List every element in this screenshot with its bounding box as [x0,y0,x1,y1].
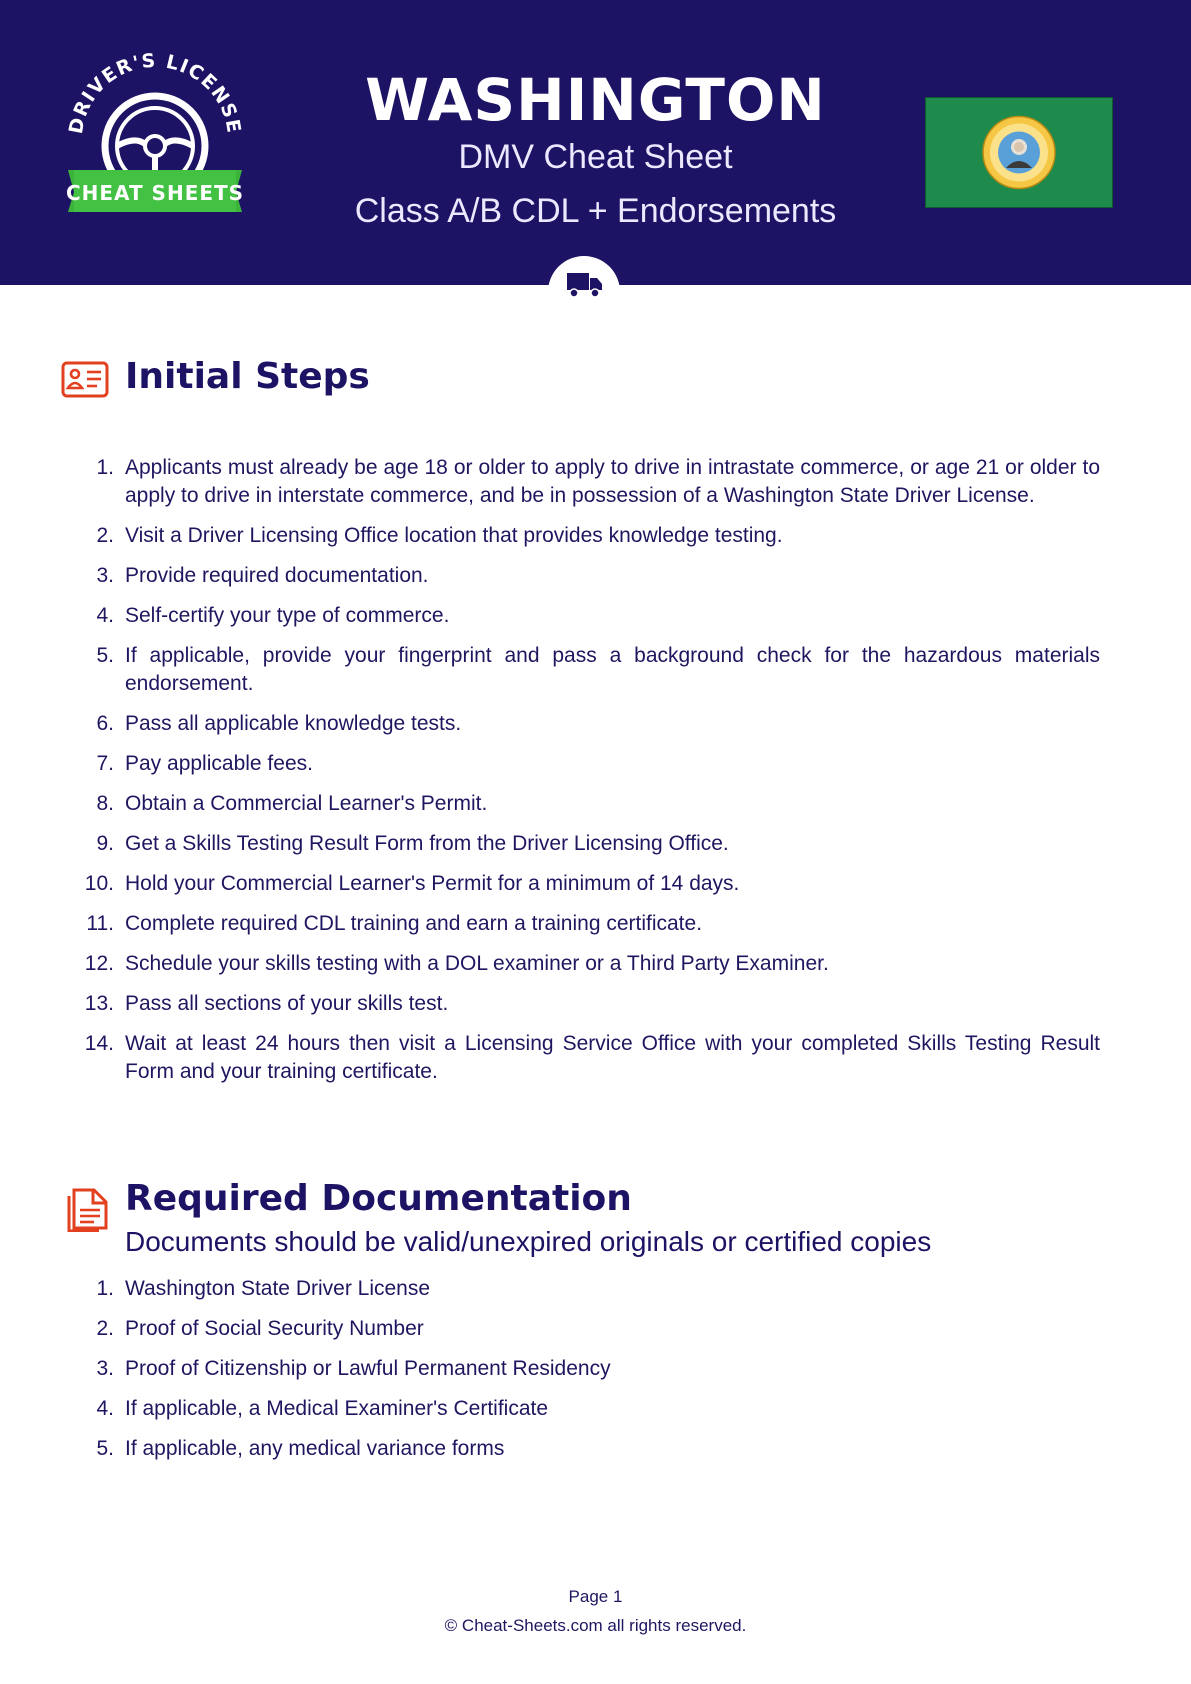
id-card-icon [61,356,109,404]
list-item-number: 10. [84,872,114,895]
list-item-text: Applicants must already be age 18 or older to apply to drive in intrastate commerce, or age 21 or older to apply to drive in interstate commerce, and be in possession of a Washington State Driver License. [125,456,1100,507]
list-item-text: If applicable, provide your fingerprint and pass a background check for the hazardous materials endorsement. [125,644,1100,695]
list-item-number: 8. [96,792,114,815]
list-item-text: Obtain a Commercial Learner's Permit. [125,792,488,815]
list-item-text: If applicable, any medical variance forms [125,1437,505,1460]
list-item-number: 2. [96,524,114,547]
list-item [0,830,1191,858]
truck-icon [566,269,604,299]
list-item [0,642,1191,698]
list-item-text: If applicable, a Medical Examiner's Certificate [125,1397,549,1420]
list-item-number: 2. [96,1317,114,1340]
list-item [0,602,1191,630]
section-title-initial-steps: Initial Steps [125,356,370,397]
list-item [0,1435,1191,1463]
logo-banner-text: CHEAT SHEETS [65,181,245,205]
list-item [0,870,1191,898]
list-item-number: 11. [86,912,114,935]
logo-top-text: DRIVER'S LICENSE [64,49,245,136]
list-item-number: 4. [96,1397,114,1420]
list-item-text: Washington State Driver License [125,1277,431,1300]
list-item-text: Schedule your skills testing with a DOL examiner or a Third Party Examiner. [125,952,829,975]
list-item [0,522,1191,550]
list-item-number: 5. [96,644,114,667]
list-item [0,1395,1191,1423]
copyright-text: © Cheat-Sheets.com all rights reserved. [444,1616,747,1635]
list-item-number: 1. [96,1277,114,1300]
list-item [0,1275,1191,1303]
list-item-text: Wait at least 24 hours then visit a Licensing Service Office with your completed Skills Testing Result Form and your training certificate. [125,1032,1100,1083]
page-subtitle: DMV Cheat Sheet [458,138,733,176]
list-item-number: 4. [96,604,114,627]
list-item-text: Hold your Commercial Learner's Permit for a minimum of 14 days. [125,872,740,895]
list-item [0,454,1191,510]
page-number: Page 1 [568,1587,623,1606]
list-item [0,1315,1191,1343]
list-item [0,990,1191,1018]
list-item-number: 12. [84,952,114,975]
list-item-text: Get a Skills Testing Result Form from the Driver Licensing Office. [125,832,729,855]
initial-steps-list [0,454,1191,1098]
list-item [0,562,1191,590]
list-item-number: 5. [96,1437,114,1460]
list-item-number: 9. [96,832,114,855]
list-item-text: Proof of Social Security Number [125,1317,424,1340]
list-item [0,1355,1191,1383]
required-documentation-list [0,1275,1191,1475]
list-item-text: Complete required CDL training and earn a training certificate. [125,912,703,935]
list-item-text: Pass all applicable knowledge tests. [125,712,462,735]
state-title: WASHINGTON [365,66,826,134]
list-item-text: Self-certify your type of commerce. [125,604,450,627]
list-item-text: Pay applicable fees. [125,752,313,775]
list-item [0,910,1191,938]
list-item [0,1030,1191,1086]
list-item-text: Pass all sections of your skills test. [125,992,449,1015]
list-item-number: 14. [84,1032,114,1055]
list-item-number: 1. [96,456,114,479]
header-banner [0,0,1191,285]
list-item-number: 7. [96,752,114,775]
list-item [0,950,1191,978]
section-title-required-documentation: Required Documentation [125,1178,632,1219]
list-item-number: 3. [96,1357,114,1380]
list-item-text: Proof of Citizenship or Lawful Permanent Residency [125,1357,611,1380]
list-item-number: 3. [96,564,114,587]
license-class-title: Class A/B CDL + Endorsements [354,192,837,230]
list-item-text: Provide required documentation. [125,564,429,587]
section-subtitle-required-documentation: Documents should be valid/unexpired originals or certified copies [125,1226,932,1257]
document-icon [66,1184,114,1232]
list-item [0,790,1191,818]
list-item [0,750,1191,778]
list-item [0,710,1191,738]
list-item-number: 13. [84,992,114,1015]
list-item-text: Visit a Driver Licensing Office location that provides knowledge testing. [125,524,783,547]
washington-state-flag-icon [925,97,1113,208]
list-item-number: 6. [96,712,114,735]
